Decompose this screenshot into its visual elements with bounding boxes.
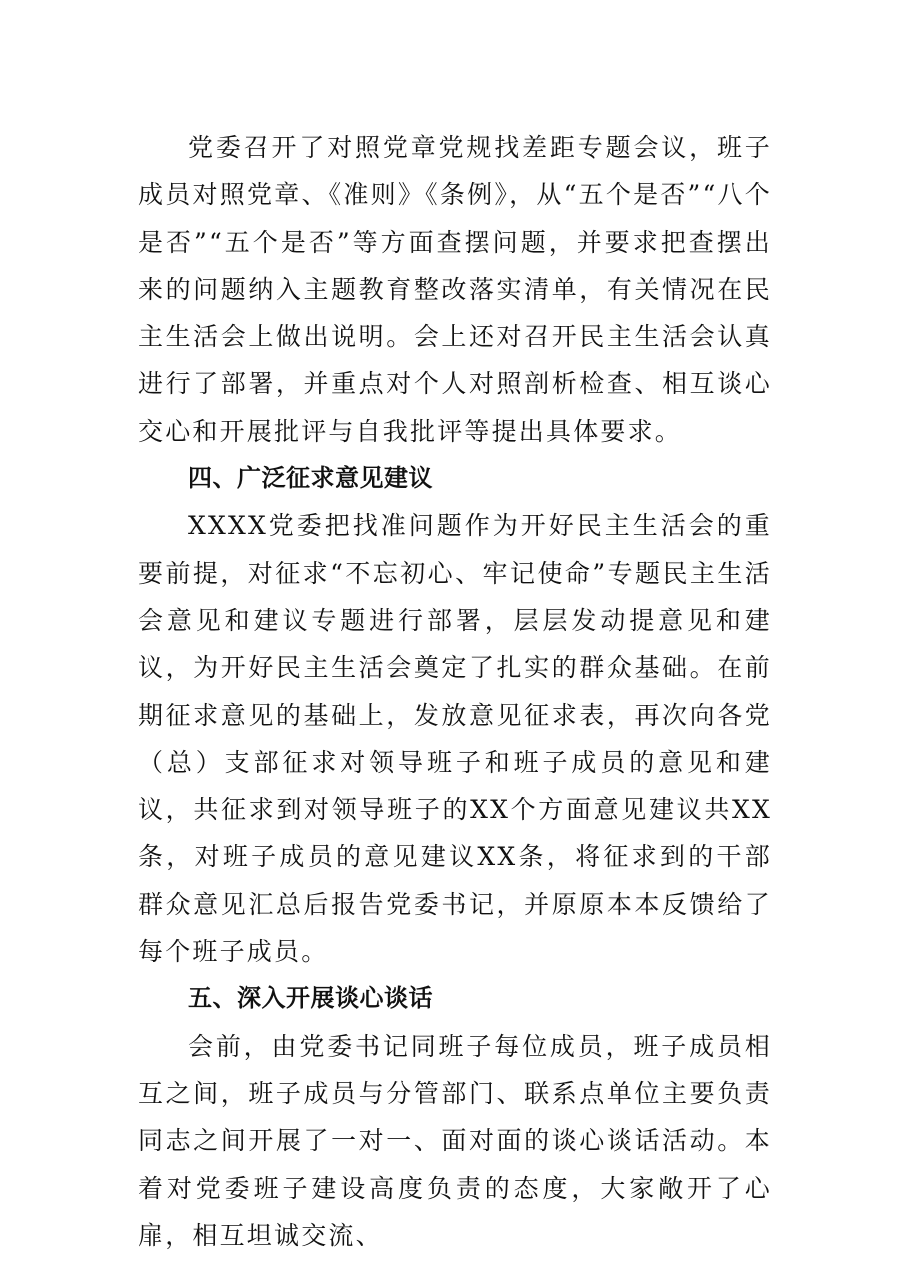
document-body (138, 124, 772, 1259)
section-heading-5: 五、深入开展谈心谈话 (188, 984, 433, 1013)
paragraph-opinions: XXXX党委把找准问题作为开好民主生活会的重要前提，对征求“不忘初心、牢记使命”专题民主生活会意见和建议专题进行部署，层层发动提意见和建议，为开好民主生活会奠定了扎实的群众基础。在前期征求意见的基础上，发放意见征求表，再次向各党（总）支部征求对领导班子和班子成员的意见和建议，共征求到对领导班子的XX个方面意见建议共XX条，对班子成员的意见建议XX条，将征求到的干部群众意见汇总后报告党委书记，并原原本本反馈给了每个班子成员。 (138, 511, 772, 967)
paragraph-party-meeting: 党委召开了对照党章党规找差距专题会议，班子成员对照党章、《准则》《条例》，从“五个是否”“八个是否”“五个是否”等方面查摆问题，并要求把查摆出来的问题纳入主题教育整改落实清单，有关情况在民主生活会上做出说明。会上还对召开民主生活会认真进行了部署，并重点对个人对照剖析检查、相互谈心交心和开展批评与自我批评等提出具体要求。 (138, 133, 772, 446)
paragraph-talks: 会前，由党委书记同班子每位成员，班子成员相互之间，班子成员与分管部门、联系点单位主要负责同志之间开展了一对一、面对面的谈心谈话活动。本着对党委班子建设高度负责的态度，大家敞开了心扉，相互坦诚交流、 (138, 1031, 772, 1250)
section-heading-4: 四、广泛征求意见建议 (188, 464, 433, 493)
